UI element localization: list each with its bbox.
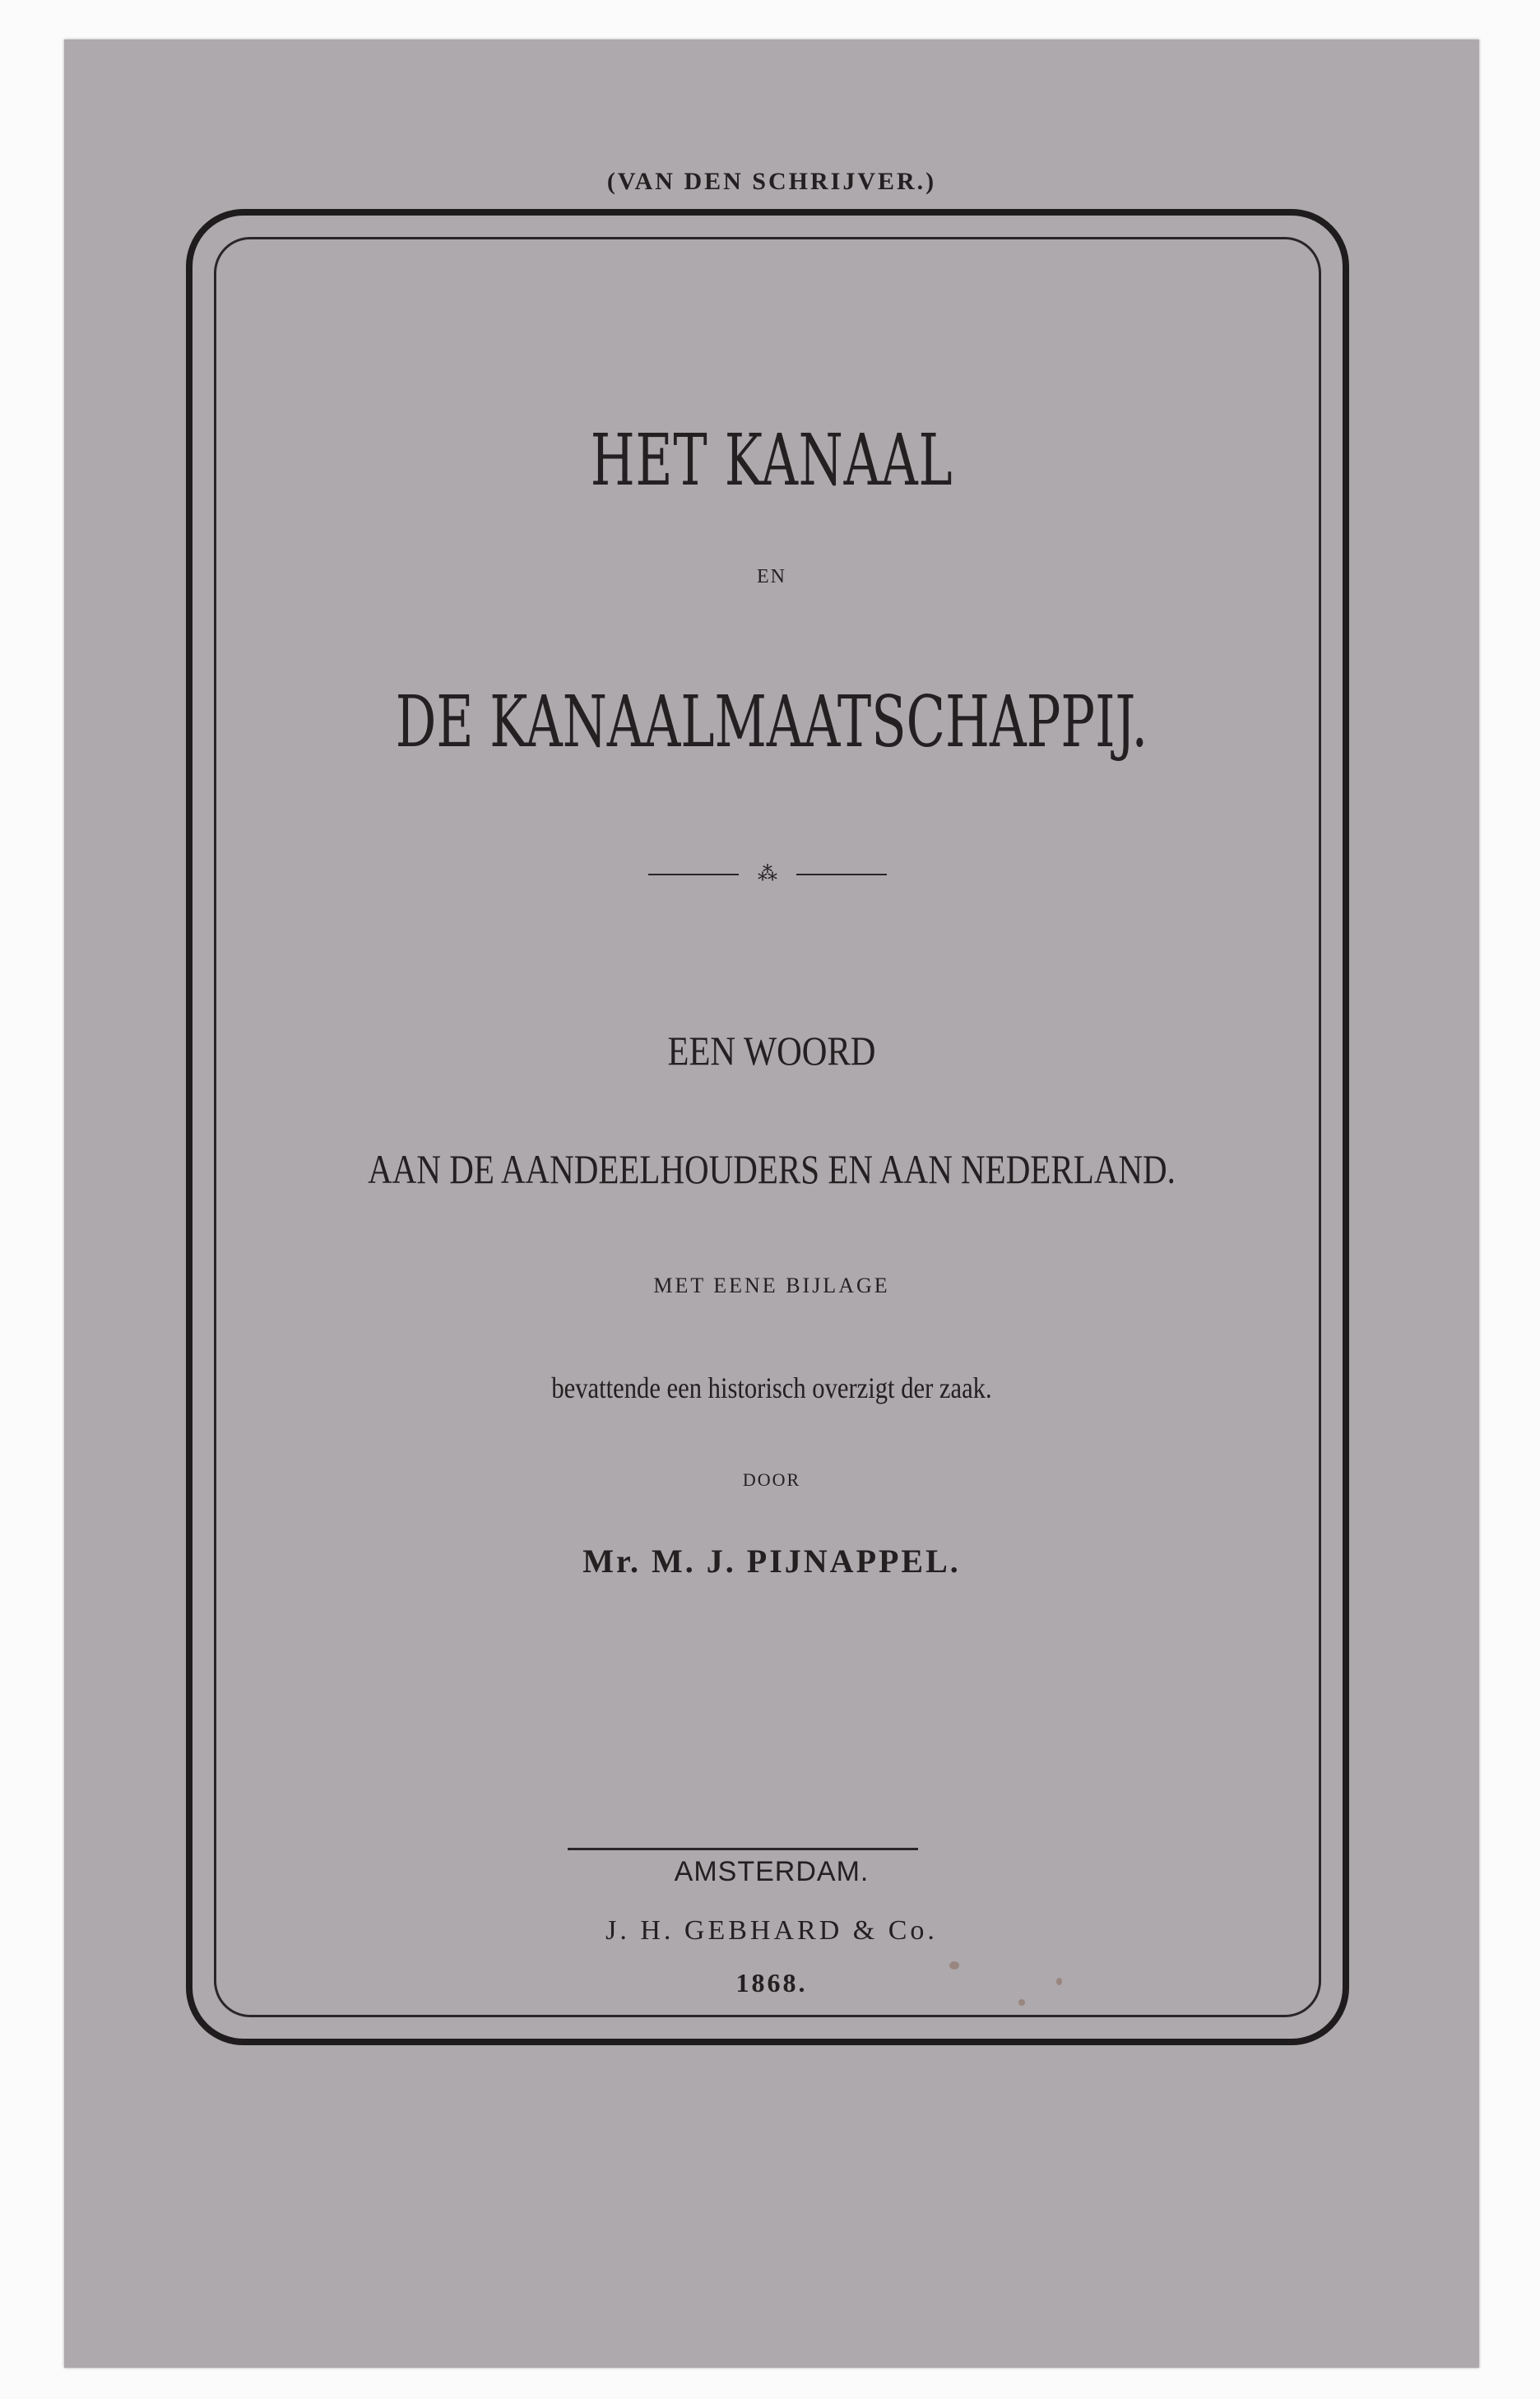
inner-border-frame xyxy=(214,237,1321,2017)
author-name: Mr. M. J. PIJNAPPEL. xyxy=(582,1543,961,1580)
imprint-rule xyxy=(568,1848,918,1850)
foxing-spot xyxy=(1056,1978,1062,1985)
ornament-divider xyxy=(648,862,887,887)
foxing-spot xyxy=(949,1961,959,1970)
title-line-1: HET KANAAL xyxy=(590,420,953,502)
imprint-place: AMSTERDAM. xyxy=(674,1856,870,1887)
appendix-label: MET EENE BIJLAGE xyxy=(653,1274,890,1297)
imprint-publisher: J. H. GEBHARD & Co. xyxy=(605,1915,938,1946)
ornament-rule-right xyxy=(796,874,887,875)
title-conjunction: EN xyxy=(757,566,786,587)
subtitle-line-1: EEN WOORD xyxy=(667,1028,876,1074)
foxing-spot xyxy=(1018,1999,1025,2006)
author-copy-note: (VAN DEN SCHRIJVER.) xyxy=(606,168,937,195)
imprint-year: 1868. xyxy=(735,1968,808,1998)
title-page xyxy=(64,39,1479,2368)
subtitle-line-2: AAN DE AANDEELHOUDERS EN AAN NEDERLAND. xyxy=(368,1146,1176,1192)
title-line-2: DE KANAALMAATSCHAPPIJ. xyxy=(395,681,1148,763)
byline-label: DOOR xyxy=(742,1469,801,1490)
fleuron-icon: ⁂ xyxy=(758,864,777,885)
appendix-description: bevattende een historisch overzigt der zaak. xyxy=(551,1371,992,1404)
